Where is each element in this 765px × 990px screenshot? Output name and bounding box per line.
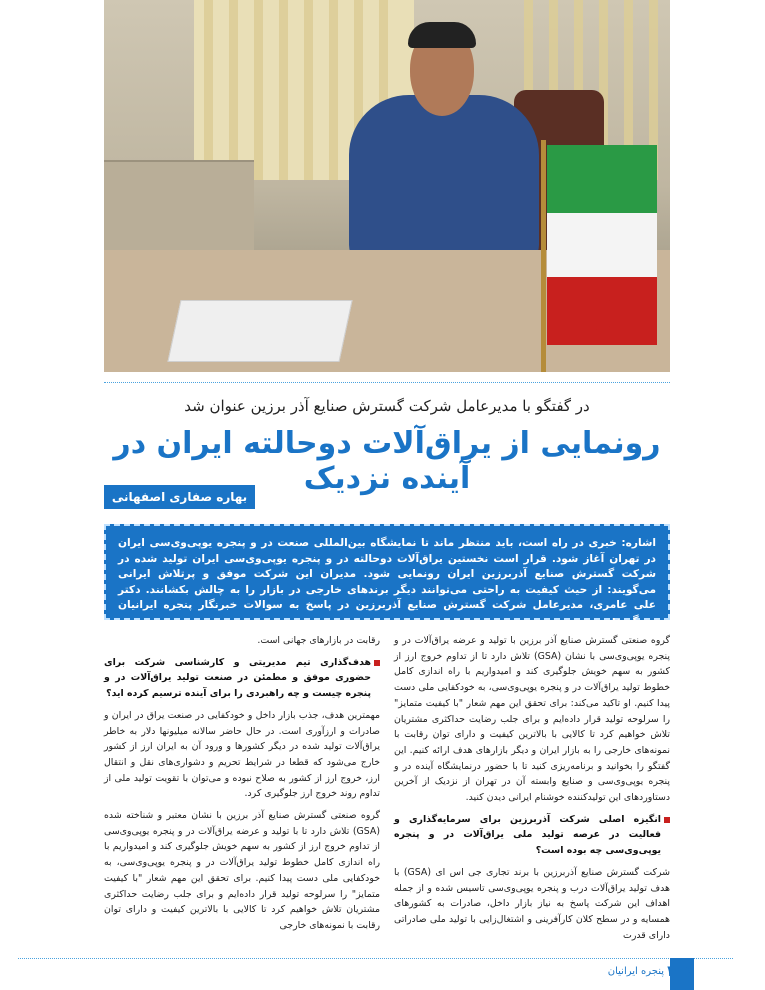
question-text: هدف‌گذاری تیم مدیریتی و کارشناسی شرکت برای حضوری موفق و مطمئن در صنعت تولید یراق‌آلات در و پنجره چیست و چه راهبردی را برای آینده ترسیم کرده اید؟ (104, 656, 371, 700)
red-square-bullet-icon (374, 660, 380, 666)
author-badge (104, 485, 255, 509)
blind-slat (254, 0, 263, 180)
interview-question (394, 812, 670, 859)
desk-papers (167, 300, 352, 362)
iran-flag (547, 145, 657, 345)
blind-slat (229, 0, 238, 180)
blind-slat (329, 0, 338, 180)
header-divider (104, 382, 670, 384)
blind-slat (279, 0, 288, 180)
article-column-right (394, 633, 670, 949)
footer-divider (18, 958, 733, 959)
author-name: بهاره صفاری اصفهانی (111, 490, 248, 504)
paragraph: رقابت در بازارهای جهانی است. (257, 635, 380, 646)
office-shelf (104, 160, 254, 252)
article-subtitle: در گفتگو با مدیرعامل شرکت گسترش صنایع آذر برزین عنوان شد (184, 397, 590, 415)
paragraph: شرکت گسترش صنایع آذربرزین با برند تجاری جی اس ای (GSA) با هدف تولید یراق‌آلات درب و پنجره یوپی‌وی‌سی تاسیس شده و از جمله اهداف این شرکت پاسخ به نیاز بازار داخل، صادرات به کشورهای همسایه و در سطح کلان کارآفرینی و اشتغال‌زایی با تولید ملی صادراتی دارای قدرت (394, 866, 670, 941)
paragraph: گروه صنعتی گسترش صنایع آذر برزین با نشان معتبر و شناخته شده (GSA) تلاش دارد تا با تولید و عرضه یراق‌آلات در و پنجره یوپی‌وی‌سی از تداوم خروج ارز از کشور به سهم خویش جلوگیری کند و امیدواریم با راه اندازی کامل خطوط تولید یراق‌آلات در و پنجره یوپی‌وی‌سی، به خودکفایی ملی دست پیدا کنیم. برای تحقق این مهم شعار "با کیفیت متمایز" را سرلوحه تولید قرار داده‌ایم و برای جلب رضایت حداکثری مشتریان تلاش خواهیم کرد تا کالایی با بالاترین کیفیت و دارای توان رقابت با نمونه‌های خارجی (104, 810, 380, 931)
blind-slat (204, 0, 213, 180)
red-square-bullet-icon (664, 817, 670, 823)
blind-slat (304, 0, 313, 180)
page-number: ۱۹۶ (665, 962, 693, 980)
flag-pole (541, 140, 546, 372)
question-text: انگیزه اصلی شرکت آذربرزین برای سرمایه‌گذاری و فعالیت در عرصه تولید ملی یراق‌آلات در و پنجره یوپی‌وی‌سی چه بوده است؟ (394, 813, 661, 857)
article-column-left (104, 633, 380, 940)
interview-question (104, 655, 380, 702)
lead-text: اشاره: خبری در راه است، باید منتظر ماند تا نمایشگاه بین‌المللی صنعت در و پنجره یوپی‌وی‌سی ایران در تهران آغاز شود. قرار است نخستین یراق‌آلات دوحالته در و پنجره یوپی‌وی‌سی ایران تولید شده در شرکت گسترش صنایع آذربرزین ایران رونمایی شود. مدیران این شرکت موفق و پرتلاش ایرانی می‌گویند: از حیث کیفیت به راحتی می‌توانند دیگر برندهای خارجی در بازار را به چالش بکشانند. دکتر علی عامری، مدیرعامل شرکت گسترش صنایع آذربرزین در پاسخ به سوالات خبرنگار پنجره ایرانیان می‌گوید: (118, 537, 656, 627)
paragraph: گروه صنعتی گسترش صنایع آذر برزین با تولید و عرضه یراق‌آلات در و پنجره یوپی‌وی‌سی با نشان (GSA) تلاش دارد تا از تداوم خروج ارز از کشور به سهم خویش جلوگیری کند و امیدواریم با راه اندازی کامل خطوط تولید یراق‌آلات در و پنجره یوپی‌وی‌سی، به خودکفایی ملی دست پیدا کنیم. او تاکید می‌کند: برای تحقق این مهم شعار "با کیفیت متمایز" را سرلوحه تولید قرار داده‌ایم و برای جلب رضایت حداکثری مشتریان تلاش خواهیم کرد تا کالایی با بالاترین کیفیت و دارای توان رقابت با نمونه‌های خارجی را به بازار ایران و دیگر بازارهای هدف ارائه کنیم. این گفتگو را بخوانید و برنامه‌ریزی کنید تا با حضور درنمایشگاه آینده در و پنجره یوپی‌وی‌سی و صنایع وابسته آن در تهران از نزدیک از آخرین دستاوردهای این تولیدکننده خوشنام ایرانی دیدن کنید. (394, 635, 670, 804)
person-body (349, 95, 539, 265)
paragraph: مهمترین هدف، جذب بازار داخل و خودکفایی در صنعت یراق در ایران و صادرات و ارزآوری است. در حال حاضر سالانه میلیونها دلار به خاطر یراق‌آلات تولید شده در دیگر کشورها و ورود آن به ایران ارز از کشور خارج می‌شود که قطعا در شرایط تحریم و دشواری‌های نقل و انتقال ارز، خروج ارز از کشور به صلاح نبوده و می‌توان با تقویت تولید ملی از تداوم روند خروج ارز جلوگیری کرد. (104, 709, 380, 800)
interview-photo (104, 0, 670, 372)
lead-box (104, 524, 670, 627)
article-title: رونمایی از یراق‌آلات دوحالته ایران در آینده نزدیک (113, 426, 661, 496)
flag-emblem-icon (587, 299, 619, 331)
magazine-name: پنجره ایرانیان (607, 966, 664, 977)
person-hair (408, 22, 476, 48)
